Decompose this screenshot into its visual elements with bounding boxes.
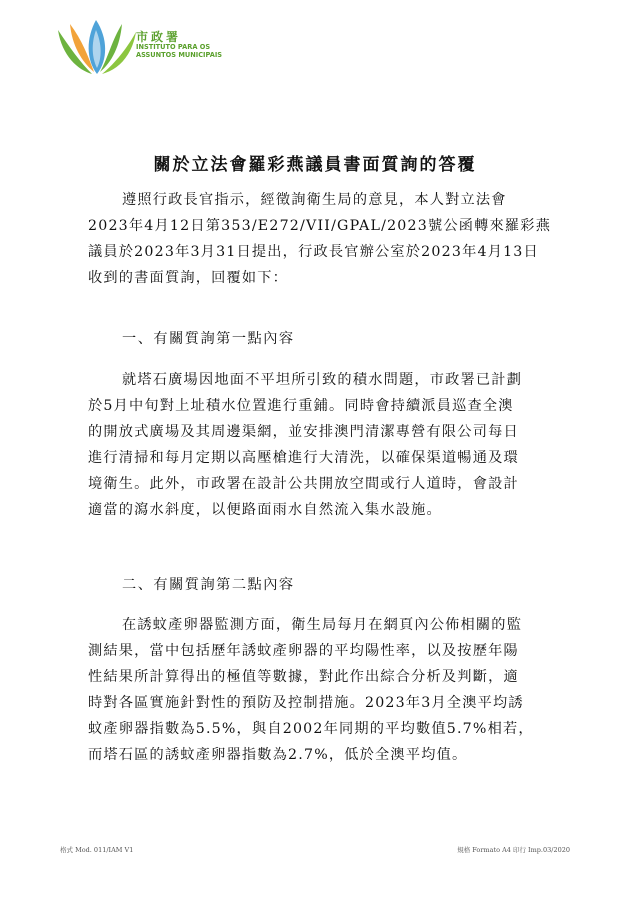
footer-print-spec: 規格 Formato A4 印行 Imp.03/2020 (457, 846, 570, 854)
paragraph-line: 的開放式廣場及其周邊渠網，並安排澳門清潔專營有限公司每日 (88, 424, 519, 440)
leaf-logo-icon (56, 16, 138, 78)
paragraph-line: 境衛生。此外，市政署在設計公共開放空間或行人道時，會設計 (88, 476, 519, 492)
paragraph-line: 適當的瀉水斜度，以便路面雨水自然流入集水設施。 (88, 502, 442, 518)
footer-form-code: 格式 Mod. 011/IAM V1 (60, 846, 134, 854)
paragraph-line: 於5月中旬對上址積水位置進行重鋪。同時會持續派員巡查全澳 (88, 398, 514, 414)
section-heading-2: 二、有關質詢第二點內容 (122, 577, 295, 593)
paragraph-line: 遵照行政長官指示，經徵詢衛生局的意見，本人對立法會 (122, 192, 507, 208)
paragraph-line: 收到的書面質詢，回覆如下： (88, 270, 289, 286)
document-title: 關於立法會羅彩燕議員書面質詢的答覆 (153, 155, 477, 175)
section-heading-1: 一、有關質詢第一點內容 (122, 331, 295, 347)
paragraph-line: 而塔石區的誘蚊產卵器指數為2.7%，低於全澳平均值。 (88, 747, 468, 763)
logo-subtitle-line: INSTITUTO PARA OS (136, 43, 211, 51)
paragraph-line: 蚊產卵器指數為5.5%，與自2002年同期的平均數值5.7%相若， (88, 721, 534, 737)
paragraph-line: 2023年4月12日第353/E272/VII/GPAL/2023號公函轉來羅彩燕 (88, 218, 552, 234)
paragraph-line: 在誘蚊產卵器監測方面，衛生局每月在網頁內公佈相關的監 (122, 617, 523, 633)
paragraph-line: 進行清掃和每月定期以高壓槍進行大清洗，以確保渠道暢通及環 (88, 450, 519, 466)
paragraph-line: 測結果，當中包括歷年誘蚊產卵器的平均陽性率，以及按歷年陽 (88, 643, 519, 659)
paragraph-line: 議員於2023年3月31日提出，行政長官辦公室於2023年4月13日 (88, 244, 539, 260)
paragraph-line: 就塔石廣場因地面不平坦所引致的積水問題，市政署已計劃 (122, 372, 523, 388)
logo-name: 市政署 (136, 30, 182, 44)
institution-logo (56, 16, 223, 78)
paragraph-line: 時對各區實施針對性的預防及控制措施。2023年3月全澳平均誘 (88, 695, 524, 711)
paragraph-line: 性結果所計算得出的極值等數據，對此作出綜合分析及判斷，適 (88, 669, 519, 685)
logo-subtitle-line: ASSUNTOS MUNICIPAIS (136, 50, 223, 59)
